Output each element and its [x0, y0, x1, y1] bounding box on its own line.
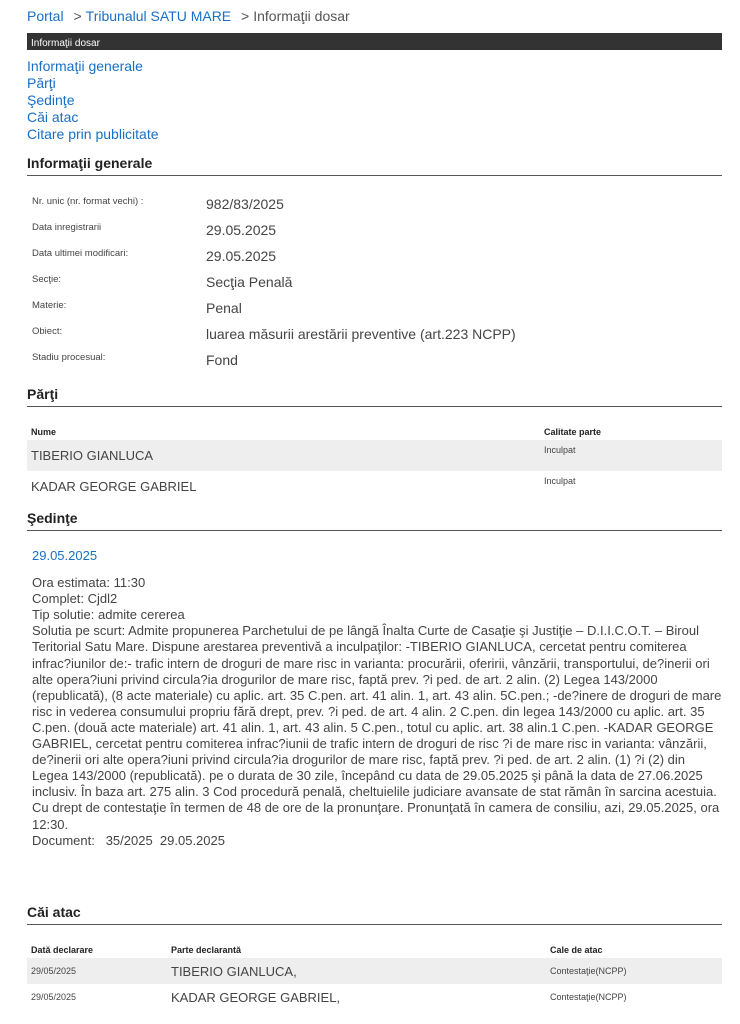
- info-label: Stadiu procesual:: [32, 352, 106, 363]
- info-value: Secţia Penală: [206, 274, 293, 290]
- general-info-heading: Informaţii generale: [27, 155, 722, 176]
- info-row: [32, 300, 712, 326]
- info-row: [32, 352, 712, 378]
- appeal-date: 29/05/2025: [31, 992, 77, 1002]
- info-value: 982/83/2025: [206, 196, 284, 212]
- hearing-time: Ora estimata: 11:30: [32, 575, 146, 591]
- appeals-table: [27, 942, 722, 1010]
- hearing-solution-type: Tip solutie: admite cererea: [32, 607, 185, 623]
- hearing-panel: Complet: Cjdl2: [32, 591, 118, 607]
- section-title-bar-label: Informaţii dosar: [31, 38, 100, 49]
- breadcrumb-portal-link[interactable]: Portal: [27, 8, 64, 24]
- info-label: Nr. unic (nr. format vechi) :: [32, 196, 144, 207]
- appeal-party: TIBERIO GIANLUCA,: [167, 958, 546, 984]
- breadcrumb-separator: >: [73, 8, 82, 24]
- column-header-name: Nume: [31, 427, 57, 437]
- table-row: [27, 440, 722, 471]
- table-row: [27, 958, 722, 984]
- info-row: [32, 274, 712, 300]
- party-role: Inculpat: [540, 440, 722, 471]
- table-of-contents: [27, 58, 159, 143]
- breadcrumb: [27, 8, 350, 24]
- info-label: Data ultimei modificari:: [32, 248, 129, 259]
- hearings-heading: Şedinţe: [27, 510, 722, 531]
- toc-link-parties[interactable]: Părţi: [27, 75, 56, 91]
- info-row: [32, 326, 712, 352]
- toc-link-appeals[interactable]: Căi atac: [27, 109, 79, 125]
- appeal-type: Contestaţie(NCPP): [550, 992, 627, 1002]
- info-label: Data inregistrarii: [32, 222, 102, 233]
- table-row: [27, 984, 722, 1010]
- info-label: Materie:: [32, 300, 67, 311]
- general-info-list: [32, 196, 712, 378]
- table-row: [27, 471, 722, 502]
- appeal-date: 29/05/2025: [27, 958, 167, 984]
- info-label: Secţie:: [32, 274, 62, 285]
- parties-table: [27, 424, 722, 502]
- info-row: [32, 248, 712, 274]
- appeals-heading: Căi atac: [27, 904, 722, 925]
- breadcrumb-current: Informaţii dosar: [253, 8, 350, 24]
- hearing-entry: [32, 548, 722, 849]
- appeal-type: Contestaţie(NCPP): [546, 958, 722, 984]
- column-header-role: Calitate parte: [544, 427, 602, 437]
- info-row: [32, 222, 712, 248]
- party-name: TIBERIO GIANLUCA: [27, 440, 540, 471]
- info-value: Fond: [206, 352, 238, 368]
- table-header-row: [27, 942, 722, 958]
- info-value: Penal: [206, 300, 242, 316]
- info-value: 29.05.2025: [206, 248, 277, 264]
- column-header-date: Dată declarare: [31, 945, 94, 955]
- table-header-row: [27, 424, 722, 440]
- party-role: Inculpat: [544, 476, 576, 486]
- appeal-party: KADAR GEORGE GABRIEL,: [171, 989, 341, 1005]
- column-header-appeal-type: Cale de atac: [550, 945, 603, 955]
- toc-link-hearings[interactable]: Şedinţe: [27, 92, 75, 108]
- column-header-party: Parte declarantă: [171, 945, 242, 955]
- parties-heading: Părţi: [27, 386, 722, 407]
- party-name: KADAR GEORGE GABRIEL: [31, 479, 197, 494]
- section-title-bar: [27, 33, 722, 50]
- hearing-document: Document: 35/2025 29.05.2025: [32, 832, 225, 848]
- hearing-date: 29.05.2025: [32, 548, 98, 563]
- toc-link-public-summons[interactable]: Citare prin publicitate: [27, 126, 159, 142]
- toc-link-general-info[interactable]: Informaţii generale: [27, 58, 143, 74]
- info-label: Obiect:: [32, 326, 63, 337]
- info-value: 29.05.2025: [206, 222, 277, 238]
- breadcrumb-court-link[interactable]: Tribunalul SATU MARE: [85, 8, 232, 24]
- breadcrumb-separator: >: [241, 8, 250, 24]
- info-value: luarea măsurii arestării preventive (art.223 NCPP): [206, 326, 516, 342]
- info-row: [32, 196, 712, 222]
- hearing-summary: Solutia pe scurt: Admite propunerea Parchetului de pe lângă Înalta Curte de Casaţie şi Justiţie – D.I.I.C.O.T. – Biroul Teritorial Satu Mare. Dispune arestarea preventivă a inculpaţilor: -TIBERIO GIANLUCA, cercetat pentru comiterea infrac?iunilor de:- trafic intern de droguri de mare risc in varianta: procurării, oferirii, vânzării, transportului, de?inerii ori alte opera?iuni privind circula?ia drogurilor de mare risc, faptă prev. ?i ped. de art. 2 alin. (2) Legea 143/2000 (republicată), (8 acte materiale) cu aplic. art. 35 C.pen. art. 41 alin. 1, art. 43 alin. 5C.pen.; -de?inere de droguri de mare risc in vederea consumului propriu fără drept, prev. ?i ped. de art. 4 alin. 2 C.pen. din legea 143/2000 cu aplic. art. 35 C.pen. (două acte materiale) art. 41 alin. 1, art. 43 alin. 5 C.pen., totul cu aplic. art. 38 alin.1 C.pen. -KADAR GEORGE GABRIEL, cercetat pentru comiterea infrac?iunii de trafic intern de droguri de risc ?i de mare risc in varianta: vânzării, de?inerii ori alte opera?iuni privind circula?ia drogurilor de mare risc, faptă prev. ?i ped. de art. 2 alin. (1) ?i (2) din Legea 143/2000 (republicată). pe o durata de 30 zile, începând cu data de 29.05.2025 şi până la data de 27.06.2025 inclusiv. În baza art. 275 alin. 3 Cod procedură penală, cheltuielile judiciare avansate de stat rămân în sarcina acestuia. Cu drept de contestaţie în termen de 48 de ore de la pronunţare. Pronunţată în camera de consiliu, azi, 29.05.2025, ora 12:30.: [32, 623, 722, 832]
